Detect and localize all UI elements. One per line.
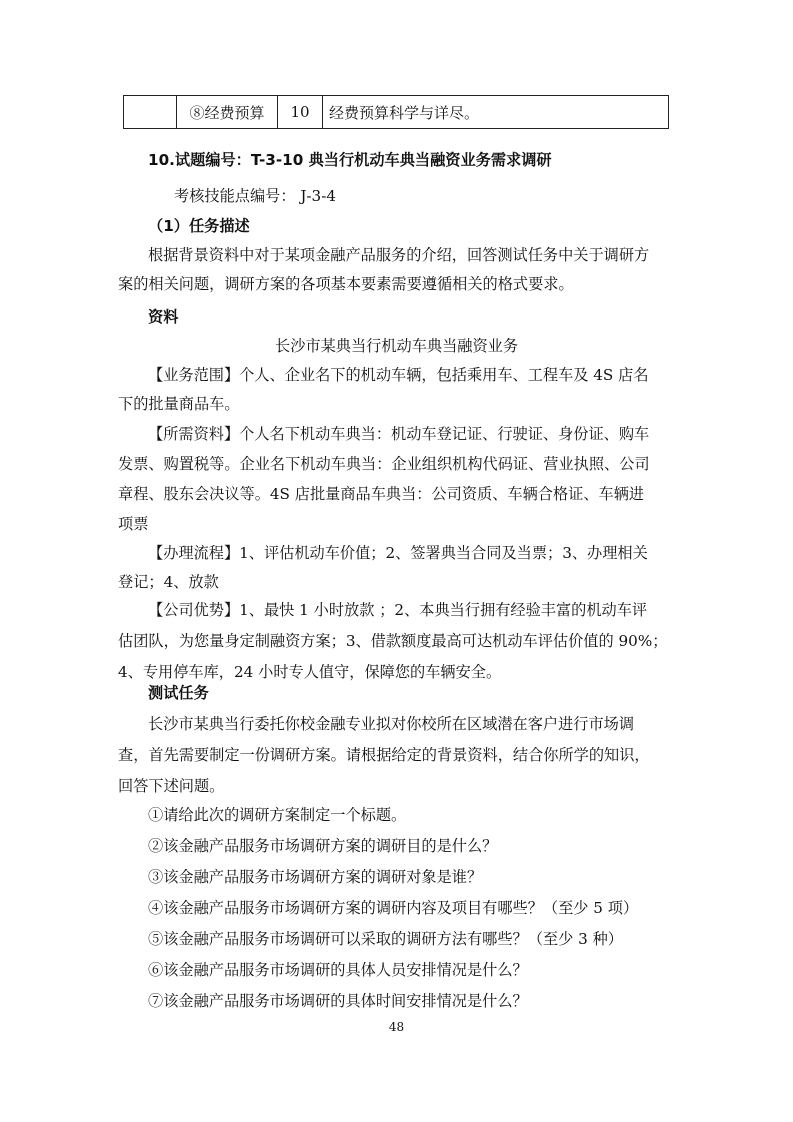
- process-line: 登记；4、放款: [118, 573, 219, 591]
- advantages-line: 4、专用停车库，24 小时专人值守，保障您的车辆安全。: [118, 663, 502, 681]
- process-line: 【办理流程】1、评估机动车价值；2、签署典当合同及当票；3、办理相关: [148, 544, 648, 562]
- skill-code-line: 考核技能点编号： J-3-4: [174, 187, 337, 205]
- materials-heading: 资料: [148, 308, 179, 326]
- question-item: ①请给此次的调研方案制定一个标题。: [148, 806, 407, 824]
- test-intro-line: 长沙市某典当行委托你校金融专业拟对你校所在区域潜在客户进行市场调: [148, 715, 634, 733]
- test-intro-line: 查，首先需要制定一份调研方案。请根据给定的背景资料，结合你所学的知识，: [118, 746, 650, 764]
- business-scope-line: 【业务范围】个人、企业名下的机动车辆，包括乘用车、工程车及 4S 店名: [148, 366, 649, 384]
- required-docs-line: 【所需资料】个人名下机动车典当：机动车登记证、行驶证、身份证、购车: [148, 425, 650, 443]
- materials-title: 长沙市某典当行机动车典当融资业务: [275, 337, 518, 355]
- table-cell-criteria: 经费预算科学与详尽。: [323, 96, 669, 129]
- task-description-heading: （1）任务描述: [148, 217, 250, 235]
- question-item: ⑦该金融产品服务市场调研的具体时间安排情况是什么？: [148, 992, 528, 1010]
- advantages-line: 【公司优势】1、最快 1 小时放款 ；2、本典当行拥有经验丰富的机动车评: [148, 601, 648, 619]
- page-number: 48: [388, 1020, 405, 1034]
- task-description-line: 根据背景资料中对于某项金融产品服务的介绍，回答测试任务中关于调研方: [148, 246, 650, 264]
- table-row: [124, 96, 669, 129]
- table-cell-score: 10: [278, 96, 323, 129]
- required-docs-line: 发票、购置税等。企业名下机动车典当：企业组织机构代码证、营业执照、公司: [118, 455, 650, 473]
- task-description-line: 案的相关问题，调研方案的各项基本要素需要遵循相关的格式要求。: [118, 275, 574, 293]
- question-item: ②该金融产品服务市场调研方案的调研目的是什么？: [148, 837, 498, 855]
- business-scope-line: 下的批量商品车。: [118, 395, 240, 413]
- required-docs-line: 项票: [118, 515, 149, 533]
- question-item: ⑥该金融产品服务市场调研的具体人员安排情况是什么？: [148, 961, 528, 979]
- question-item: ⑤该金融产品服务市场调研可以采取的调研方法有哪些？（至少 3 种）: [148, 930, 623, 948]
- question-heading: 10.试题编号：T-3-10 典当行机动车典当融资业务需求调研: [148, 151, 552, 169]
- question-item: ④该金融产品服务市场调研方案的调研内容及项目有哪些？（至少 5 项）: [148, 899, 639, 917]
- test-task-heading: 测试任务: [148, 684, 209, 702]
- scoring-table: [123, 95, 669, 129]
- table-cell-item: ⑧经费预算: [177, 96, 278, 129]
- advantages-line: 估团队，为您量身定制融资方案；3、借款额度最高可达机动车评估价值的 90%；: [118, 632, 668, 650]
- question-item: ③该金融产品服务市场调研方案的调研对象是谁？: [148, 868, 483, 886]
- required-docs-line: 章程、股东会决议等。4S 店批量商品车典当：公司资质、车辆合格证、车辆进: [118, 485, 645, 503]
- test-intro-line: 回答下述问题。: [118, 777, 225, 795]
- table-cell-blank: [124, 96, 177, 129]
